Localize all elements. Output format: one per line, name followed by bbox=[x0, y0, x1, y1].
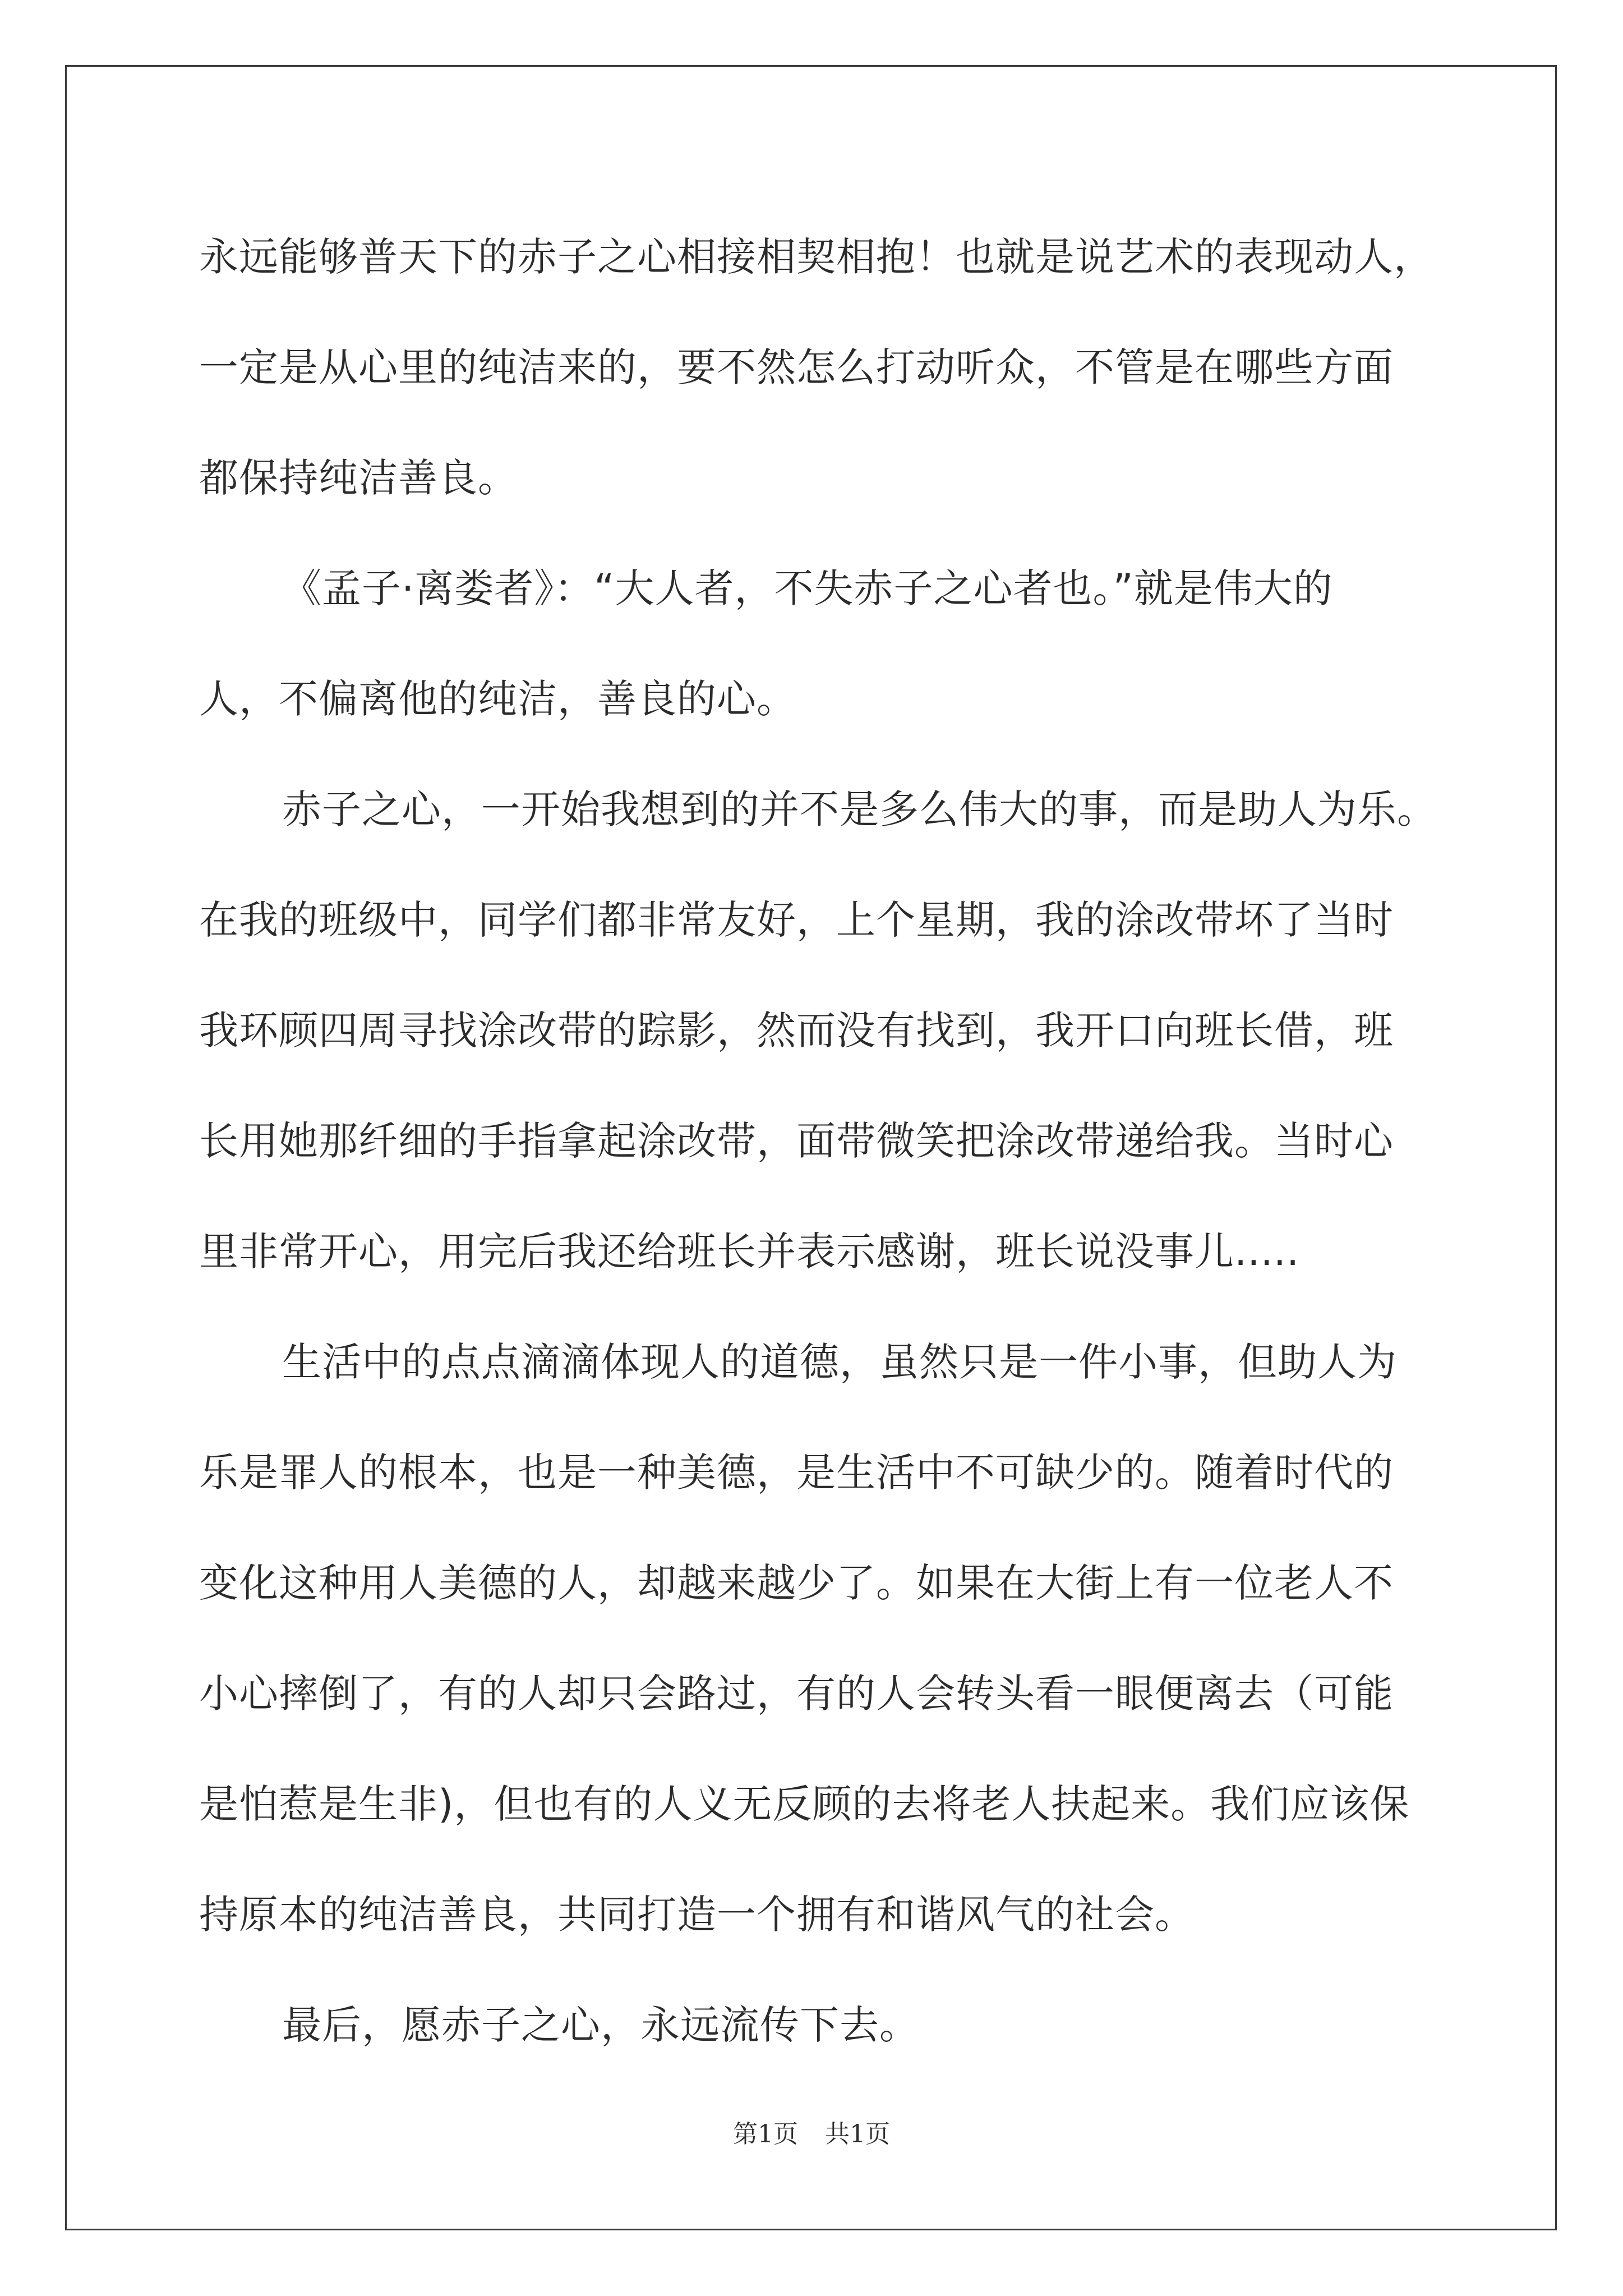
text-line-6: 赤子之心，一开始我想到的并不是多么伟大的事，而是助人为乐。 bbox=[282, 786, 1437, 832]
text-line-8: 我环顾四周寻找涂改带的踪影，然而没有找到，我开口向班长借，班 bbox=[199, 1007, 1394, 1053]
text-line-7: 在我的班级中，同学们都非常友好，上个星期，我的涂改带坏了当时 bbox=[199, 897, 1394, 943]
text-line-9: 长用她那纤细的手指拿起涂改带，面带微笑把涂改带递给我。当时心 bbox=[199, 1118, 1394, 1164]
document-body bbox=[199, 202, 1450, 2081]
text-line-10: 里非常开心，用完后我还给班长并表示感谢，班长说没事儿..... bbox=[199, 1228, 1300, 1274]
page-total: 共1页 bbox=[825, 2120, 890, 2148]
text-line-5: 人，不偏离他的纯洁，善良的心。 bbox=[199, 676, 796, 722]
page-footer bbox=[0, 2114, 1623, 2150]
text-line-11: 生活中的点点滴滴体现人的道德，虽然只是一件小事，但助人为 bbox=[282, 1339, 1397, 1385]
text-line-3: 都保持纯洁善良。 bbox=[199, 455, 518, 501]
text-line-13: 变化这种用人美德的人，却越来越少了。如果在大街上有一位老人不 bbox=[199, 1560, 1394, 1606]
text-line-14: 小心摔倒了，有的人却只会路过，有的人会转头看一眼便离去（可能 bbox=[199, 1671, 1394, 1717]
text-line-16: 持原本的纯洁善良，共同打造一个拥有和谐风气的社会。 bbox=[199, 1892, 1195, 1938]
page-number: 第1页 bbox=[733, 2120, 798, 2148]
text-line-4: 《孟子·离娄者》：“大人者，不失赤子之心者也。”就是伟大的 bbox=[282, 565, 1333, 611]
text-line-15: 是怕惹是生非)，但也有的人义无反顾的去将老人扶起来。我们应该保 bbox=[199, 1781, 1410, 1827]
text-line-17: 最后，愿赤子之心，永远流传下去。 bbox=[282, 2002, 919, 2048]
text-line-2: 一定是从心里的纯洁来的，要不然怎么打动听众，不管是在哪些方面 bbox=[199, 344, 1394, 390]
text-line-12: 乐是罪人的根本，也是一种美德，是生活中不可缺少的。随着时代的 bbox=[199, 1450, 1394, 1496]
text-line-1: 永远能够普天下的赤子之心相接相契相抱！也就是说艺术的表现动人， bbox=[199, 234, 1433, 280]
